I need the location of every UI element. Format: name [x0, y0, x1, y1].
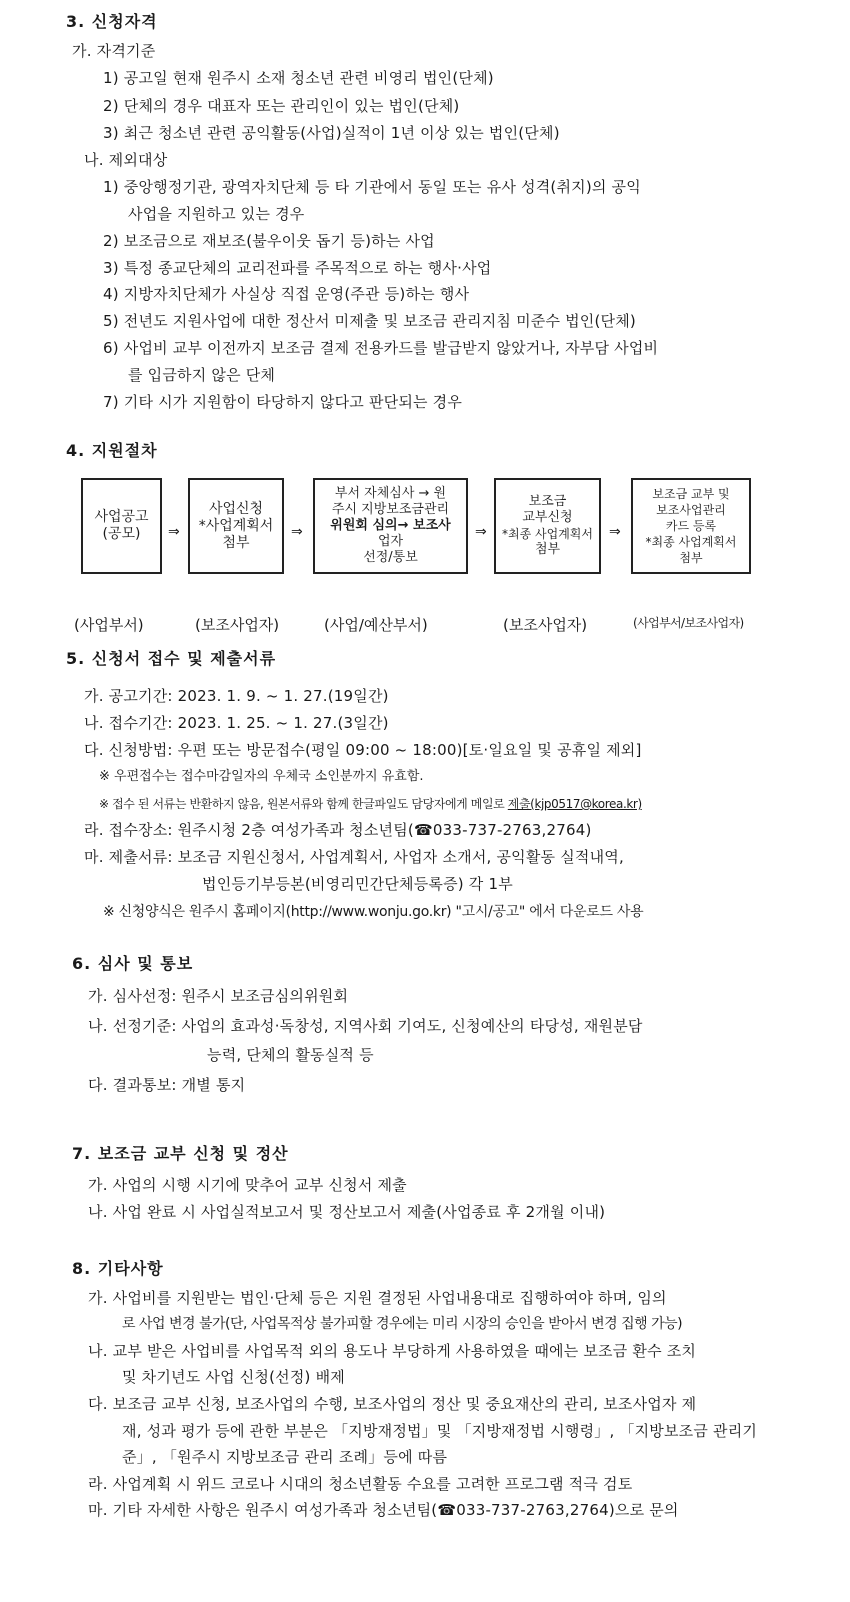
box-3-line-2: 주시 지방보조금관리 [331, 502, 450, 517]
process-box-5 [631, 478, 751, 574]
process-box-1 [81, 478, 162, 574]
sec3-a-item-3: 3) 최근 청소년 관련 공익활동(사업)실적이 1년 이상 있는 법인(단체) [103, 124, 560, 142]
box-2-line-2: *사업계획서 [198, 517, 274, 534]
sec8-a-1: 가. 사업비를 지원받는 법인·단체 등은 지원 결정된 사업내용대로 집행하여야 하며, 임의 [88, 1289, 667, 1307]
section-6-title: 6. 심사 및 통보 [72, 954, 194, 973]
submission-email-link[interactable]: 제출(kjp0517@korea.kr) [507, 797, 642, 811]
sec3-b-item-5: 5) 전년도 지원사업에 대한 정산서 미제출 및 보조금 관리지침 미준수 법인(단체) [103, 312, 636, 330]
box-2-owner: (보조사업자) [195, 616, 280, 634]
sec6-b-1: 나. 선정기준: 사업의 효과성·독창성, 지역사회 기여도, 신청예산의 타당성, 재원분담 [88, 1017, 643, 1035]
sec5-note-1: ※ 우편접수는 접수마감일자의 우체국 소인분까지 유효함. [99, 769, 424, 784]
box-4-line-3: *최종 사업계획서 [502, 527, 593, 541]
sec8-c-3: 준」, 「원주시 지방보조금 관리 조례」등에 따름 [122, 1448, 448, 1466]
box-4-line-4: 첨부 [534, 542, 561, 557]
place-text: 라. 접수장소: 원주시청 2층 여성가족과 청소년팀( [84, 821, 414, 839]
section-3-title: 3. 신청자격 [66, 12, 158, 31]
box-3-owner: (사업/예산부서) [324, 616, 428, 634]
sec3-b-item-6: 6) 사업비 교부 이전까지 보조금 결제 전용카드를 발급받지 않았거나, 자부담 사업비 [103, 339, 659, 357]
box-3-line-5: 선정/통보 [363, 550, 418, 565]
box-3-line-1: 부서 자체심사 → 원 [334, 486, 447, 501]
box-1-owner: (사업부서) [74, 616, 144, 634]
phone-icon: ☎ [413, 821, 433, 839]
sec3-a-item-2: 2) 단체의 경우 대표자 또는 관리인이 있는 법인(단체) [103, 97, 460, 115]
sec5-item-3: 다. 신청방법: 우편 또는 방문접수(평일 09:00 ~ 18:00)[토·일요일 및 공휴일 제외] [84, 741, 642, 759]
process-box-2 [188, 478, 284, 574]
sec8-c-1: 다. 보조금 교부 신청, 보조사업의 수행, 보조사업의 정산 및 중요재산의 관리, 보조사업자 제 [88, 1395, 697, 1413]
box-1-line-2: (공모) [102, 526, 141, 542]
sec3-b-item-1: 1) 중앙행정기관, 광역자치단체 등 타 기관에서 동일 또는 유사 성격(취지)의 공익 [103, 178, 641, 196]
sec7-a: 가. 사업의 시행 시기에 맞추어 교부 신청서 제출 [88, 1176, 407, 1194]
sec3-b-item-2: 2) 보조금으로 재보조(불우이웃 돕기 등)하는 사업 [103, 232, 435, 250]
sec3-b-item-7: 7) 기타 시가 지원함이 타당하지 않다고 판단되는 경우 [103, 393, 463, 411]
sec8-e [88, 1500, 679, 1520]
sec5-note-2 [99, 794, 642, 814]
section-7-title: 7. 보조금 교부 신청 및 정산 [72, 1144, 289, 1163]
sec5-place [84, 820, 592, 840]
box-4-owner: (보조사업자) [503, 616, 588, 634]
arrow-icon: ⇒ [609, 524, 621, 540]
note-2-text: ※ 접수 된 서류는 반환하지 않음, 원본서류와 함께 한글파일도 담당자에게 메일로 [99, 797, 508, 811]
contact-phone: 033-737-2763,2764)으로 문의 [456, 1501, 679, 1519]
sec8-b-2: 및 차기년도 사업 신청(선정) 배제 [122, 1368, 345, 1386]
sec5-item-1: 가. 공고기간: 2023. 1. 9. ~ 1. 27.(19일간) [84, 687, 389, 705]
process-box-4 [494, 478, 601, 574]
sec5-docs-2: 법인등기부등본(비영리민간단체등록증) 각 1부 [202, 875, 513, 893]
box-5-line-5: 첨부 [679, 551, 703, 565]
sec7-b: 나. 사업 완료 시 사업실적보고서 및 정산보고서 제출(사업종료 후 2개월 이내) [88, 1203, 606, 1221]
sec3-b-item-6-cont: 를 입금하지 않은 단체 [128, 366, 276, 384]
sec8-b-1: 나. 교부 받은 사업비를 사업목적 외의 용도나 부당하게 사용하였을 때에는 보조금 환수 조치 [88, 1342, 697, 1360]
sec8-c-2: 재, 성과 평가 등에 관한 부분은 「지방재정법」및 「지방재정법 시행령」, 「지방보조금 관리기 [122, 1422, 758, 1440]
box-4-line-2: 교부신청 [522, 510, 573, 525]
box-5-owner: (사업부서/보조사업자) [633, 616, 744, 630]
box-5-line-1: 보조금 교부 및 [652, 487, 730, 501]
phone-icon: ☎ [437, 1501, 457, 1519]
box-3-line-4: 업자 [377, 534, 404, 549]
arrow-icon: ⇒ [475, 524, 487, 540]
sec5-docs-1: 마. 제출서류: 보조금 지원신청서, 사업계획서, 사업자 소개서, 공익활동 실적내역, [84, 848, 624, 866]
sec3-b-title: 나. 제외대상 [84, 151, 168, 169]
sec6-c: 다. 결과통보: 개별 통지 [88, 1076, 246, 1094]
place-phone: 033-737-2763,2764) [432, 821, 592, 839]
sec3-b-item-3: 3) 특정 종교단체의 교리전파를 주목적으로 하는 행사·사업 [103, 259, 492, 277]
section-5-title: 5. 신청서 접수 및 제출서류 [66, 649, 277, 668]
box-5-line-3: 카드 등록 [665, 519, 717, 533]
box-2-line-3: 첨부 [222, 534, 250, 551]
section-8-title: 8. 기타사항 [72, 1259, 164, 1278]
sec3-b-item-1-cont: 사업을 지원하고 있는 경우 [128, 205, 305, 223]
box-5-line-4: *최종 사업계획서 [645, 535, 737, 549]
arrow-icon: ⇒ [168, 524, 180, 540]
sec5-item-2: 나. 접수기간: 2023. 1. 25. ~ 1. 27.(3일간) [84, 714, 389, 732]
contact-text: 마. 기타 자세한 사항은 원주시 여성가족과 청소년팀( [88, 1501, 438, 1519]
sec6-b-2: 능력, 단체의 활동실적 등 [207, 1046, 374, 1064]
process-box-3 [313, 478, 468, 574]
box-2-line-1: 사업신청 [208, 500, 264, 517]
sec3-a-item-1: 1) 공고일 현재 원주시 소재 청소년 관련 비영리 법인(단체) [103, 69, 494, 87]
sec3-b-item-4: 4) 지방자치단체가 사실상 직접 운영(주관 등)하는 행사 [103, 285, 470, 303]
sec8-d: 라. 사업계획 시 위드 코로나 시대의 청소년활동 수요를 고려한 프로그램 적극 검토 [88, 1475, 633, 1493]
sec8-a-2: 로 사업 변경 불가(단, 사업목적상 불가피할 경우에는 미리 시장의 승인을 받아서 변경 집행 가능) [122, 1316, 683, 1332]
sec3-a-title: 가. 자격기준 [72, 42, 156, 60]
box-1-line-1: 사업공고 [94, 509, 149, 525]
box-4-line-1: 보조금 [528, 494, 567, 509]
sec6-a: 가. 심사선정: 원주시 보조금심의위원회 [88, 987, 349, 1005]
box-3-line-3: 위원회 심의→ 보조사 [330, 518, 451, 533]
box-5-line-2: 보조사업관리 [656, 503, 726, 517]
sec5-form-note: ※ 신청양식은 원주시 홈페이지(http://www.wonju.go.kr) "고시/공고" 에서 다운로드 사용 [103, 904, 644, 920]
section-4-title: 4. 지원절차 [66, 441, 158, 460]
arrow-icon: ⇒ [291, 524, 303, 540]
